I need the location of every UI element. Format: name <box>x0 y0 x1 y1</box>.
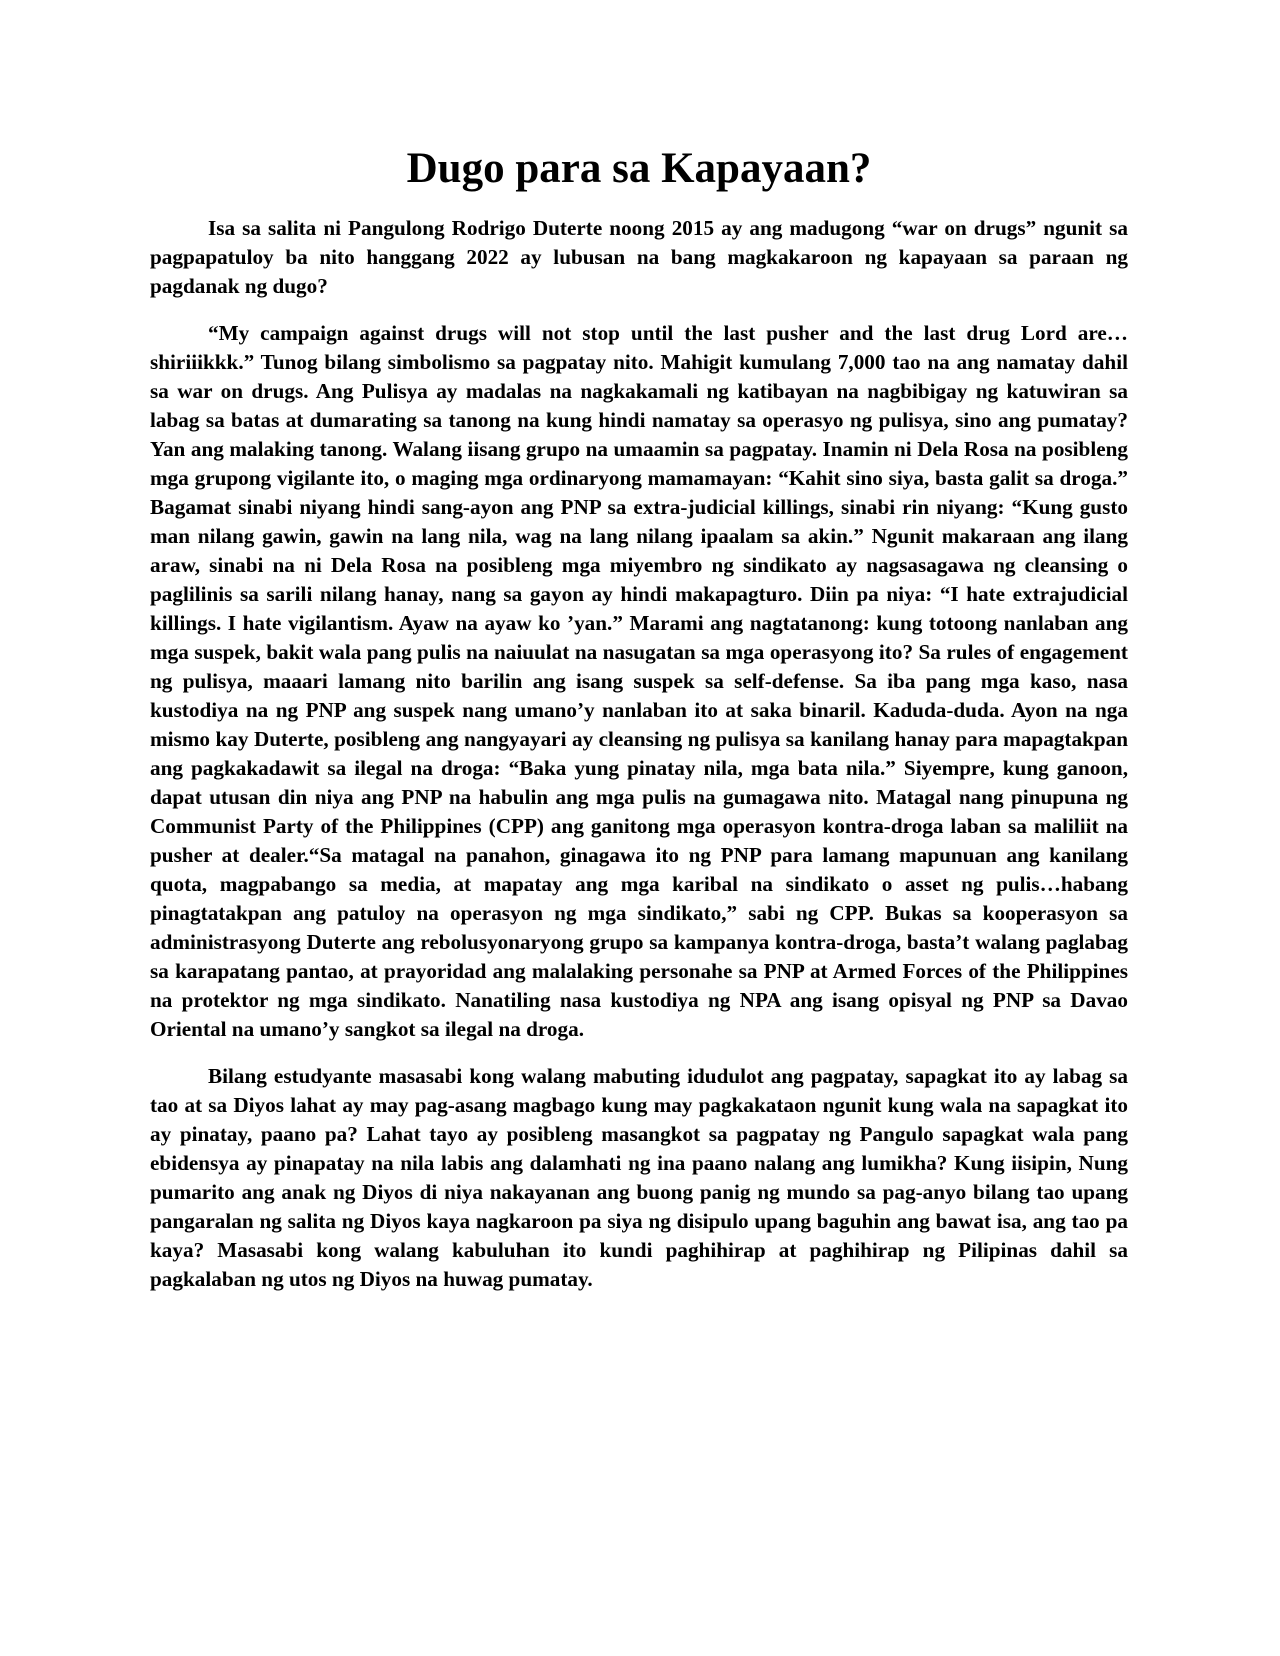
page-title: Dugo para sa Kapayaan? <box>406 145 872 192</box>
paragraph-body: “My campaign against drugs will not stop until the last pusher and the last drug Lord are… shiriiikkk.” Tunog bilang simbolismo sa pagpatay nito. Mahigit kumulang 7,000 tao na ang namatay dahil sa war on drugs. Ang Pulisya ay madalas na nagkakamali ng katibayan na nagbibigay ng katuwiran sa labag sa batas at dumarating sa tanong na kung hindi namatay sa operasyo ng pulisya, sino ang pumatay? Yan ang malaking tanong. Walang iisang grupo na umaamin sa pagpatay. Inamin ni Dela Rosa na posibleng mga grupong vigilante ito, o maging mga ordinaryong mamamayan: “Kahit sino siya, basta galit sa droga.” Bagamat sinabi niyang hindi sang-ayon ang PNP sa extra-judicial killings, sinabi rin niyang: “Kung gusto man nilang gawin, gawin na lang nila, wag na lang nilang ipaalam sa akin.” Ngunit makaraan ang ilang araw, sinabi na ni Dela Rosa na posibleng mga miyembro ng sindikato ay nagsasagawa ng cleansing o paglilinis sa sarili nilang hanay, nang sa gayon ay hindi makapagturo. Diin pa niya: “I hate extrajudicial killings. I hate vigilantism. Ayaw na ayaw ko ’yan.” Marami ang nagtatanong: kung totoong nanlaban ang mga suspek, bakit wala pang pulis na naiuulat na nasugatan sa mga operasyong ito? Sa rules of engagement ng pulisya, maaari lamang nito barilin ang isang suspek sa self-defense. Sa iba pang mga kaso, nasa kustodiya na ng PNP ang suspek nang umano’y nanlaban ito at saka binaril. Kaduda-duda. Ayon na nga mismo kay Duterte, posibleng ang nangyayari ay cleansing ng pulisya sa kanilang hanay para mapagtakpan ang pagkakadawit sa ilegal na droga: “Baka yung pinatay nila, mga bata nila.” Siyempre, kung ganoon, dapat utusan din niya ang PNP na habulin ang mga pulis na gumagawa nito. Matagal nang pinupuna ng Communist Party of the Philippines (CPP) ang ganitong mga operasyon kontra-droga laban sa maliliit na pusher at dealer.“Sa matagal na panahon, ginagawa ito ng PNP para lamang mapunuan ang kanilang quota, magpabango sa media, at mapatay ang mga karibal na sindikato o asset ng pulis…habang pinagtatakpan ang patuloy na operasyon ng mga sindikato,” sabi ng CPP. Bukas sa kooperasyon sa administrasyong Duterte ang rebolusyonaryong grupo sa kampanya kontra-droga, basta’t walang paglabag sa karapatang pantao, at prayoridad ang malalaking personahe sa PNP at Armed Forces of the Philippines na protektor ng mga sindikato. Nanatiling nasa kustodiya ng NPA ang isang opisyal ng PNP sa Davao Oriental na umano’y sangkot sa ilegal na droga. <box>150 321 1128 1042</box>
paragraph-intro: Isa sa salita ni Pangulong Rodrigo Duterte noong 2015 ay ang madugong “war on drugs” ngunit sa pagpapatuloy ba nito hanggang 2022 ay lubusan na bang magkakaroon ng kapayaan sa paraan ng pagdanak ng dugo? <box>150 216 1128 299</box>
paragraph-conclusion: Bilang estudyante masasabi kong walang mabuting idudulot ang pagpatay, sapagkat ito ay labag sa tao at sa Diyos lahat ay may pag-asang magbago kung may pagkakataon ngunit kung wala na sapagkat ito ay pinatay, paano pa? Lahat tayo ay posibleng masangkot sa pagpatay ng Pangulo sapagkat wala pang ebidensya ay pinapatay na nila labis ang dalamhati ng ina paano nalang ang lumikha? Kung iisipin, Nung pumarito ang anak ng Diyos di niya nakayanan ang buong panig ng mundo sa pag-anyo bilang tao upang pangaralan ng salita ng Diyos kaya nagkaroon pa siya ng disipulo upang baguhin ang bawat isa, ang tao pa kaya? Masasabi kong walang kabuluhan ito kundi paghihirap at paghihirap ng Pilipinas dahil sa pagkalaban ng utos ng Diyos na huwag pumatay. <box>150 1064 1128 1292</box>
document-page <box>150 145 1128 1312</box>
